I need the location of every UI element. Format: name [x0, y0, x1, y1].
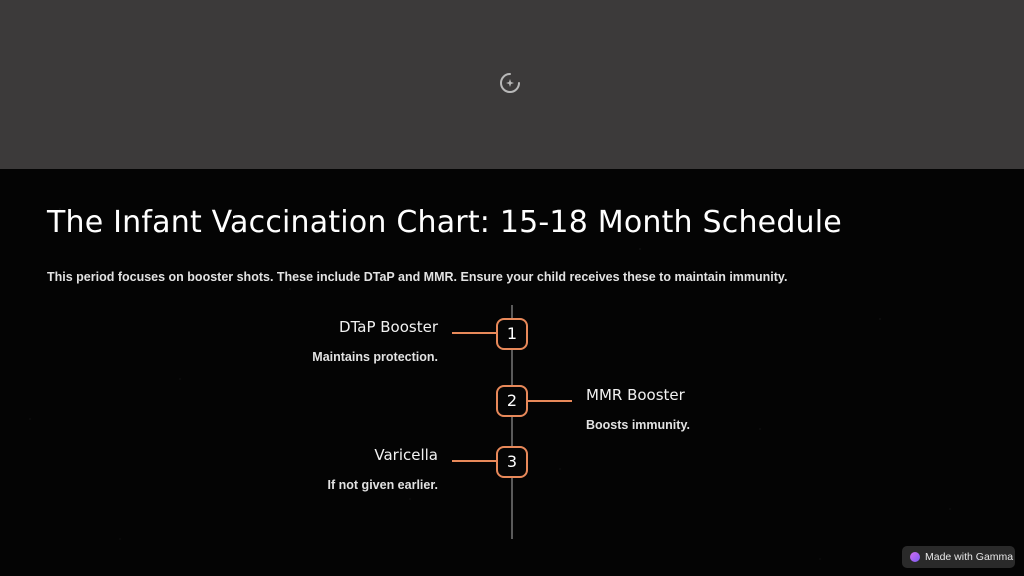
timeline-connector-1 [452, 332, 497, 334]
timeline-connector-3 [452, 460, 497, 462]
gamma-logo-icon [910, 552, 920, 562]
timeline-connector-2 [526, 400, 572, 402]
made-with-gamma-badge[interactable] [902, 546, 1015, 568]
loading-spinner-icon [499, 72, 521, 94]
timeline-item-1-title: DTaP Booster [339, 318, 438, 336]
timeline-item-2-description: Boosts immunity. [586, 418, 690, 432]
timeline-item-1-description: Maintains protection. [312, 350, 438, 364]
timeline-badge-3: 3 [496, 446, 528, 478]
image-placeholder [0, 0, 1024, 169]
made-with-gamma-label: Made with Gamma [925, 551, 1014, 563]
timeline-item-2-title: MMR Booster [586, 386, 685, 404]
slide-content [0, 169, 1024, 576]
timeline-badge-1: 1 [496, 318, 528, 350]
timeline-item-3-title: Varicella [374, 446, 438, 464]
slide-title: The Infant Vaccination Chart: 15-18 Month Schedule [47, 205, 842, 240]
timeline-badge-2: 2 [496, 385, 528, 417]
timeline-item-3-description: If not given earlier. [327, 478, 438, 492]
slide-subtitle: This period focuses on booster shots. These include DTaP and MMR. Ensure your child receives these to maintain immunity. [47, 270, 788, 284]
